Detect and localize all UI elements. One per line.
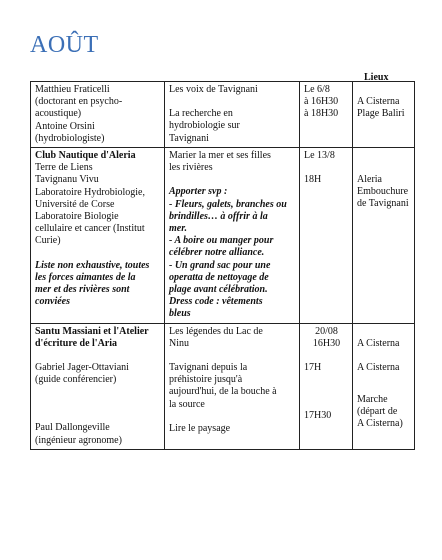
participant-name: Curie) (35, 235, 61, 247)
participant-name: Club Nautique d'Aleria (35, 150, 136, 162)
participant-name: cellulaire et cancer (Institut (35, 223, 145, 235)
participants-cell (31, 323, 165, 449)
activity-title: la source (169, 398, 205, 410)
place-text: Marche (357, 394, 388, 406)
participant-role: (hydrobiologiste) (35, 132, 105, 144)
instruction-text: plage avant célébration. (169, 284, 268, 296)
table-row (31, 82, 415, 148)
participant-name: Terre de Liens (35, 162, 93, 174)
instruction-text: Dress code : vêtements (169, 296, 263, 308)
activity-title: Ninu (169, 337, 189, 349)
instruction-text: bleus (169, 308, 191, 320)
time-text: 17H30 (304, 410, 332, 422)
place-text: (départ de (357, 406, 398, 418)
instruction-text: brindilles… à offrir à la (169, 210, 268, 222)
time-text: 18H (304, 174, 322, 186)
activity-title: Les légendes du Lac de (169, 325, 263, 337)
place-text: Embouchure (357, 186, 409, 198)
place-text: A Cisterna (357, 337, 400, 349)
participant-name: Santu Massiani et l'Atelier (35, 325, 149, 337)
place-text: A Cisterna (357, 361, 400, 373)
time-cell (300, 323, 353, 449)
place-text: A Cisterna (357, 96, 400, 107)
lieux-header: Lieux (364, 72, 389, 83)
place-cell (353, 323, 415, 449)
instruction-text: mer. (169, 223, 188, 235)
activity-title: préhistoire jusqu'à (169, 374, 243, 386)
place-text: A Cisterna) (357, 418, 403, 430)
place-text: de Tavignani (357, 198, 409, 210)
table-row (31, 323, 415, 449)
instruction-text: célébrer notre alliance. (169, 247, 265, 259)
activity-title: aujourd'hui, de la bouche à (169, 386, 277, 398)
place-cell (353, 148, 415, 324)
activity-title: Les voix de Tavignani (169, 84, 258, 95)
instruction-text: - A boire ou manger pour (169, 235, 274, 247)
table-row (31, 148, 415, 324)
participant-name: Antoine Orsini (35, 120, 95, 132)
invitation-note: conviées (35, 296, 70, 308)
place-cell (353, 82, 415, 148)
invitation-note: mer et des rivières sont (35, 284, 130, 296)
time-text: à 16H30 (304, 96, 339, 108)
participant-name: Laboratoire Hydrobiologie, (35, 186, 145, 198)
place-text: Plage Baliri (357, 108, 405, 120)
participant-name: Paul Dallongeville (35, 422, 110, 434)
activity-title: La recherche en (169, 108, 233, 120)
invitation-note: Liste non exhaustive, toutes (35, 259, 150, 271)
instruction-text: - Fleurs, galets, branches ou (169, 198, 287, 210)
participant-name: Tavignanu Vivu (35, 174, 99, 186)
time-cell (300, 148, 353, 324)
date-text: Le 6/8 (304, 84, 330, 95)
activity-cell (165, 323, 300, 449)
date-text: 20/08 (315, 325, 338, 337)
time-text: 16H30 (312, 337, 341, 349)
place-text: Aleria (357, 174, 382, 186)
participant-name: Laboratoire Biologie (35, 211, 119, 223)
participant-role: (guide conférencier) (35, 374, 117, 386)
activity-title: les rivières (169, 162, 213, 174)
page-title: AOÛT (30, 32, 99, 58)
time-text: 17H (304, 362, 322, 374)
date-text: Le 13/8 (304, 150, 335, 162)
activity-title: hydrobiologie sur (169, 120, 240, 132)
activity-title: Lire le paysage (169, 422, 231, 434)
time-text: à 18H30 (304, 108, 339, 120)
participant-role: (doctorant en psycho- (35, 96, 123, 108)
instruction-text: operatta de nettoyage de (169, 271, 269, 283)
activity-title: Tavignani (169, 132, 209, 144)
activity-title: Marier la mer et ses filles (169, 150, 271, 162)
participants-cell (31, 82, 165, 148)
participant-name: Université de Corse (35, 198, 115, 210)
activity-title: Tavignani depuis la (169, 362, 248, 374)
participant-name: d'écriture de l'Aria (35, 337, 118, 349)
instruction-text: Apporter svp : (169, 186, 228, 198)
activity-cell (165, 148, 300, 324)
participant-name: Gabriel Jager-Ottaviani (35, 362, 129, 374)
participant-role: acoustique) (35, 108, 82, 120)
participant-role: (ingénieur agronome) (35, 434, 122, 446)
time-cell (300, 82, 353, 148)
participants-cell (31, 148, 165, 324)
participant-name: Matthieu Fraticelli (35, 84, 110, 95)
activity-cell (165, 82, 300, 148)
program-table (30, 81, 415, 450)
invitation-note: les forces aimantes de la (35, 271, 136, 283)
instruction-text: - Un grand sac pour une (169, 259, 271, 271)
